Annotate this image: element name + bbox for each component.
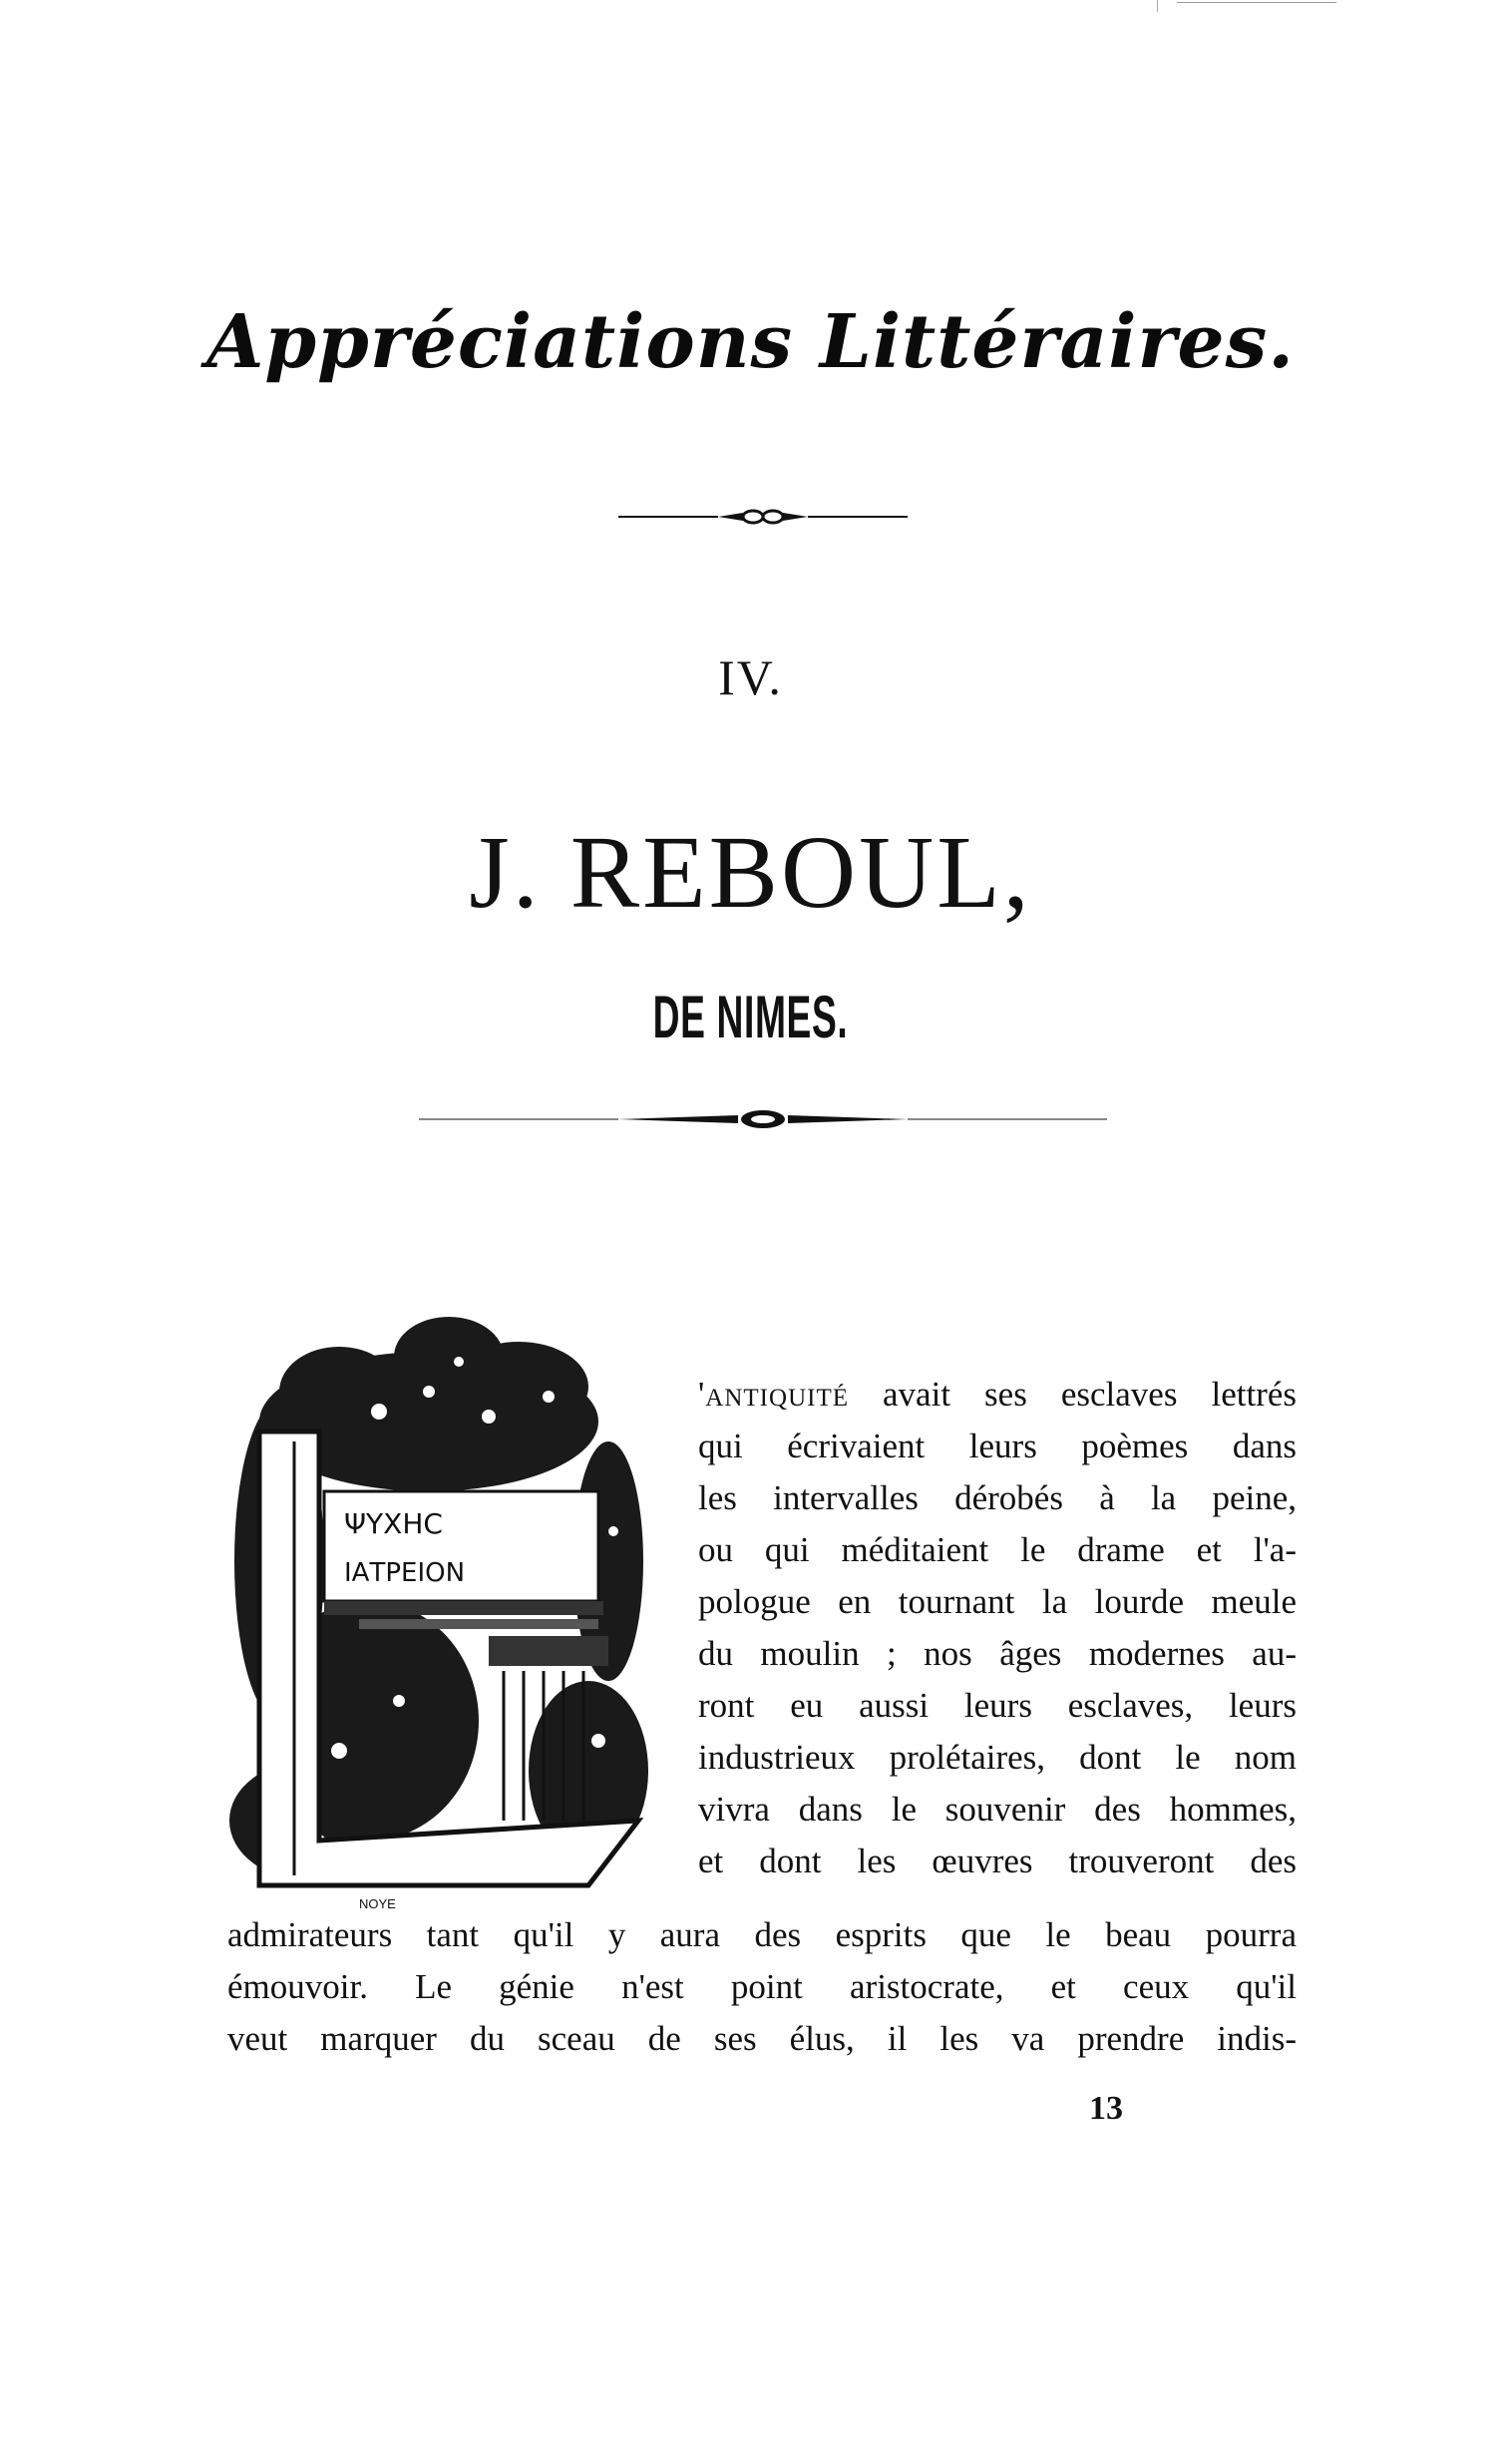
text-line-2: qui écrivaient leurs poèmes dans	[698, 1427, 1297, 1465]
page-edge-tick	[1157, 0, 1158, 12]
engraver-mark: NOYE	[359, 1896, 396, 1911]
text-line-11: admirateurs tant qu'il y aura des esprits que le beau pourra	[227, 1915, 1297, 1954]
first-word: 'antiquité	[698, 1375, 849, 1414]
text-line-4: ou qui méditaient le drame et l'a-	[698, 1530, 1297, 1569]
inscription-line2: ΙΑΤΡΕΙΟΝ	[344, 1558, 466, 1588]
page-number: 13	[1089, 2090, 1123, 2127]
text-line-13: veut marquer du sceau de ses élus, il les va prendre indis-	[227, 2019, 1297, 2058]
author-name: J. REBOUL,	[469, 815, 1032, 930]
page-edge-rule	[1177, 2, 1336, 3]
text-line-7: ront eu aussi leurs esclaves, leurs	[698, 1686, 1297, 1725]
section-number: IV.	[718, 649, 783, 705]
illustrated-drop-cap	[219, 1302, 688, 1915]
page-heading: Appréciations Littéraires.	[205, 299, 1296, 385]
text-line-3: les intervalles dérobés à la peine,	[698, 1478, 1297, 1517]
text-line-12: émouvoir. Le génie n'est point aristocrate, et ceux qu'il	[227, 1967, 1297, 2006]
ornamental-rule-bottom	[419, 1107, 1107, 1131]
text-line-9: vivra dans le souvenir des hommes,	[698, 1790, 1297, 1829]
inscription-line1: ΨΥΧΗC	[344, 1507, 443, 1540]
text-line-5: pologue en tournant la lourde meule	[698, 1582, 1297, 1621]
text-line-6: du moulin ; nos âges modernes au-	[698, 1634, 1297, 1673]
author-place: DE NIMES.	[652, 984, 849, 1050]
text-line-8: industrieux prolétaires, dont le nom	[698, 1738, 1297, 1777]
drop-cap-letter: L	[279, 1867, 286, 1878]
ornamental-rule-top	[618, 507, 908, 527]
text-line-1: 'antiquité avait ses esclaves lettrés	[698, 1375, 1297, 1414]
text-line-10: et dont les œuvres trouveront des	[698, 1842, 1297, 1880]
